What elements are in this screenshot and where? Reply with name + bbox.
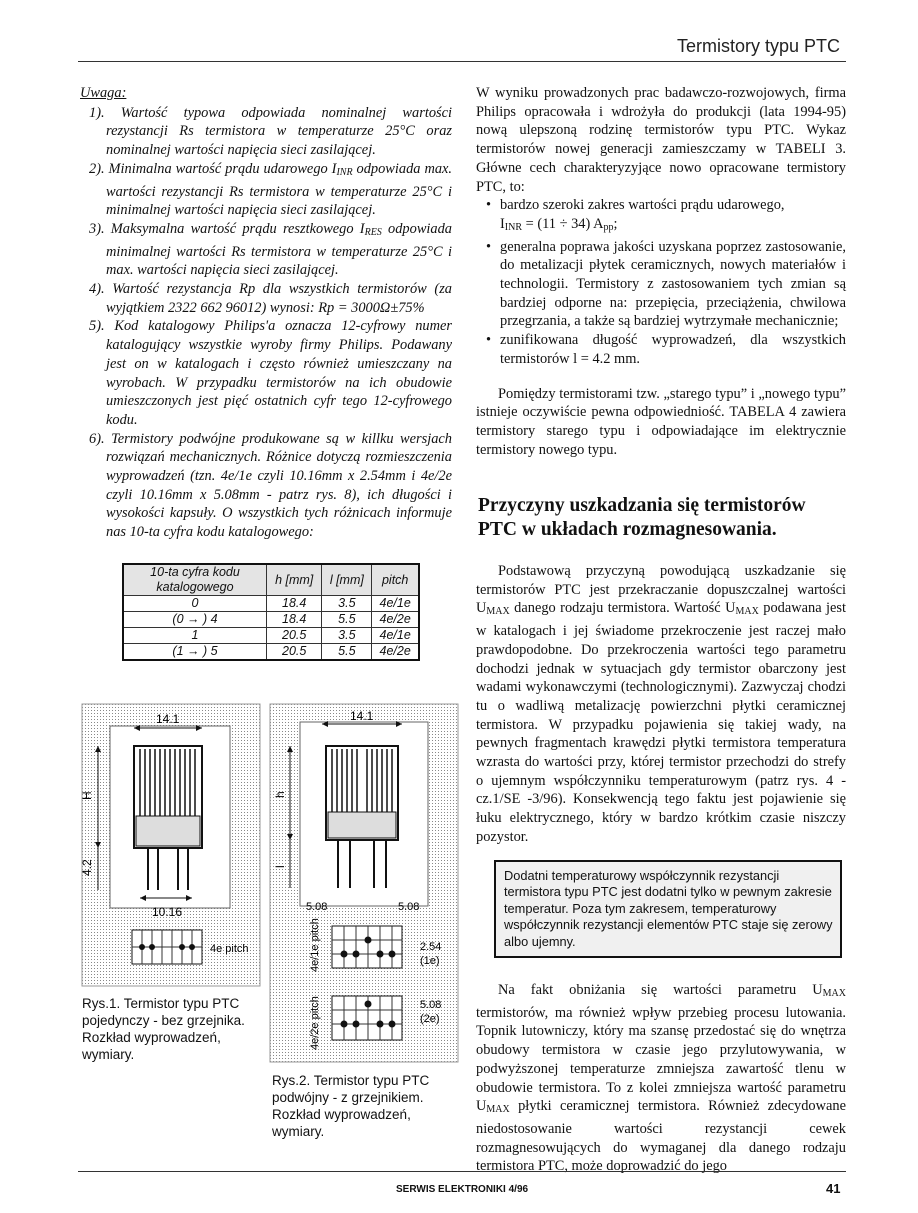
list-item: • bardzo szeroki zakres wartości prądu udarowego, $I_{INR} = (11 \div 34)$ $A_{pp}$; [486, 197, 785, 233]
fig1-dim-height: H [80, 791, 94, 800]
cell: 4e/2e [372, 644, 419, 661]
fig2-dim1b: (1e) [420, 955, 440, 967]
cell: (0 → ) 4 [123, 612, 267, 628]
running-header: Termistory typu PTC [676, 36, 840, 56]
cell: 3.5 [322, 628, 372, 644]
feature-list [476, 196, 846, 368]
cell: 5.5 [322, 644, 372, 661]
correspondence-paragraph: Pomiędzy termistorami tzw. „starego typu” i „nowego typu” istnieje oczywiście pewna odpowiedniość. TABELA 4 zawiera termistory starego typu i odpowiadające im elektrycznie termistory nowego typu. [476, 385, 846, 458]
code-table [122, 563, 420, 661]
cell: 0 [123, 596, 267, 612]
cell: 4e/1e [372, 596, 419, 612]
page-number: 41 [826, 1181, 841, 1196]
cell: 18.4 [267, 612, 322, 628]
right-column-intro [476, 84, 846, 459]
fig1-dim-width: 14.1 [156, 712, 180, 726]
fig2-dim1: 2.54 [420, 941, 442, 953]
note-6: 6). Termistory podwójne produkowane są w killku wersjach rozwiązań mechanicznych. Różnice dotyczą rozmieszczenia wyprowadzeń (tzn. 4e/1e czyli 10.16mm x 2.54mm i 4e/2e czyli 10.16mm x 5.08mm - patrz rys. 8), ich długości i wysokości kapsuły. O wszystkich tych różnicach informuje nas 10-ta cyfra kodu katalogowego: [89, 430, 452, 541]
note-2: 2). Minimalna wartość prądu udarowego $I_{INR}$ odpowiada max. wartości rezystancji Rs termistora w temperaturze 25°C i minimalnej wartości napięcia sieci zasilającej. [89, 160, 453, 219]
cell: 1 [123, 628, 267, 644]
fig2-pitch1-label: 4e/1e pitch [309, 918, 321, 972]
list-item: • generalna poprawa jakości uzyskana poprzez zastosowanie, do metalizacji płytek ceramicznych, nowych materiałów i technologii. Termistory z zastosowaniem tych zmian są bardziej odporne na: przepięcia, przeciążenia, chwilowa przegrzania, a także są bardziej wytrzymałe mechanicznie; [486, 238, 846, 330]
table-row [123, 628, 419, 644]
note-4: 4). Wartość rezystancja Rp dla wszystkich termistorów (za wyjątkiem 2322 662 96012) wynosi: Rp = 3000Ω±75% [89, 281, 452, 316]
notes-block [80, 84, 452, 542]
cell: 4e/2e [372, 612, 419, 628]
fig2-dim-left: 5.08 [306, 901, 328, 913]
cell: 3.5 [322, 596, 372, 612]
col-header-pitch: pitch [372, 564, 419, 596]
footer-publication: SERWIS ELEKTRONIKI 4/96 [396, 1184, 529, 1195]
cell: 5.5 [322, 612, 372, 628]
figure-2-caption: Rys.2. Termistor typu PTC podwójny - z grzejnikiem. Rozkład wyprowadzeń, wymiary. [272, 1073, 430, 1139]
fig2-pitch2-label: 4e/2e pitch [309, 996, 321, 1050]
failure-paragraph: Podstawową przyczyną powodującą uszkadzanie się termistorów PTC jest przekraczanie dopuszczalnej wartości $U_{MAX}$ danego rodzaju termistora. Wartość $U_{MAX}$ podawana jest w katalogach i jej świadome przekroczenie jest raczej mało prawdopodobne. Do przekroczenia wartości tego parametru dochodzi jednak w sytuacjach gdy termistor obarczony jest wadami wykonawczymi (technologicznymi). Zazwyczaj chodzi tu o wadliwą metalizację powierzchni płytki ceramicznej termistora. W przypadku pojawienia się takiej wady, na pewnych fragmentach krawędzi płytki termistora temperatura wzrasta do wartości przy, której termistor przechodzi do strefy o ujemnym współczynniku temperaturowym (patrz rys. 4 - cz.1/SE -3/96). Konsekwencją tego faktu jest pojawienie się łuku elektrycznego, który w bardzo krótkim czasie niszczy pozystor. [476, 563, 847, 845]
fig2-dim2b: (2e) [420, 1013, 440, 1025]
fig2-dim-leg: l [273, 865, 287, 868]
intro-paragraph: W wyniku prowadzonych prac badawczo-rozwojowych, firma Philips opracowała i wdrożyła do produkcji (lata 1994-95) nową ulepszoną rodzinę termistorów typu PTC. Wykaz termistorów nowej generacji zamieszczamy w TABELI 3. Główne cech charakteryzyjące nowo opracowane termistory PTC, to: [476, 85, 846, 195]
header-divider [78, 61, 846, 62]
cell: 4e/1e [372, 628, 419, 644]
note-3: 3). Maksymalna wartość prądu resztkowego $I_{RES}$ odpowiada minimalnej wartości Rs termistora w temperaturze 25°C i max. wartości napięcia sieci zasilającej. [89, 220, 452, 279]
soldering-paragraph: Na fakt obniżania się wartości parametru $U_{MAX}$ termistorów, ma również wpływ przebieg procesu lutowania. Topnik lutowniczy, który ma szansę przedostać się do wnętrza obudowy termistora w czasie jego przylutowywania, w podwyższonej temperaturze zmniejsza zawartość tlenu w obudowie termistora. To z kolei zmniejsza wartość parametru $U_{MAX}$ płytki ceramicznej termistora. Również zdecydowane niedostosowanie wartości rezystancji cewek rozmagnesowujących do wymaganej dla danego rodzaju termistora PTC, może doprowadzić do jego [476, 982, 846, 1175]
table-row [123, 644, 419, 661]
note-5: 5). Kod katalogowy Philips'a oznacza 12-cyfrowy numer katalogujący wszystkie wyroby firmy Philips. Podawany jest on w katalogach i często również umieszczany na wyrobach. W przypadku termistorów na ich obudowie umieszczonych jest pięć ostatnich cyfr tego 12-cyfrowego kodu. [89, 318, 452, 428]
figure-2-drawing [270, 704, 458, 1062]
table-header-row [123, 564, 419, 596]
fig2-dim-right: 5.08 [398, 901, 420, 913]
note-1: 1). Wartość typowa odpowiada nominalnej wartości rezystancji Rs termistora w temperaturze 25°C oraz nominalnej wartości napięcia sieci zasilającej. [89, 104, 452, 159]
col-header-h: h [mm] [267, 564, 322, 596]
fig2-dim2: 5.08 [420, 999, 442, 1011]
footer-divider [78, 1171, 846, 1172]
section-heading: Przyczyny uszkadzania się termistorów PTC w układach rozmagnesowania. [478, 495, 806, 540]
table-row [123, 596, 419, 612]
cell: 20.5 [267, 644, 322, 661]
list-item: • zunifikowana długość wyprowadzeń, dla wszystkich termistorów l = 4.2 mm. [486, 332, 846, 367]
cell: 20.5 [267, 628, 322, 644]
fig2-dim-height: h [273, 791, 287, 798]
col-header-l: l [mm] [322, 564, 372, 596]
figure-1-drawing [82, 704, 260, 986]
callout-box: Dodatni temperaturowy współczynnik rezystancji termistora typu PTC jest dodatni tylko w pewnym zakresie temperatur. Poza tym zakresem, temperaturowy współczynnik rezystancji elementów PTC staje się zerowy albo ujemny. [494, 860, 842, 958]
col-header-code: 10-ta cyfra kodu katalogowego [123, 564, 267, 596]
cell: (1 → ) 5 [123, 644, 267, 661]
table-row [123, 612, 419, 628]
fig1-dim-leg: 4.2 [80, 859, 94, 876]
fig1-dim-pitch: 10.16 [152, 905, 183, 919]
cell: 18.4 [267, 596, 322, 612]
fig2-dim-width: 14.1 [350, 709, 374, 723]
notes-title: Uwaga: [80, 85, 127, 101]
figure-1-caption: Rys.1. Termistor typu PTC pojedynczy - bez grzejnika. Rozkład wyprowadzeń, wymiary. [82, 996, 245, 1062]
fig1-pitch-label: 4e pitch [210, 943, 249, 955]
